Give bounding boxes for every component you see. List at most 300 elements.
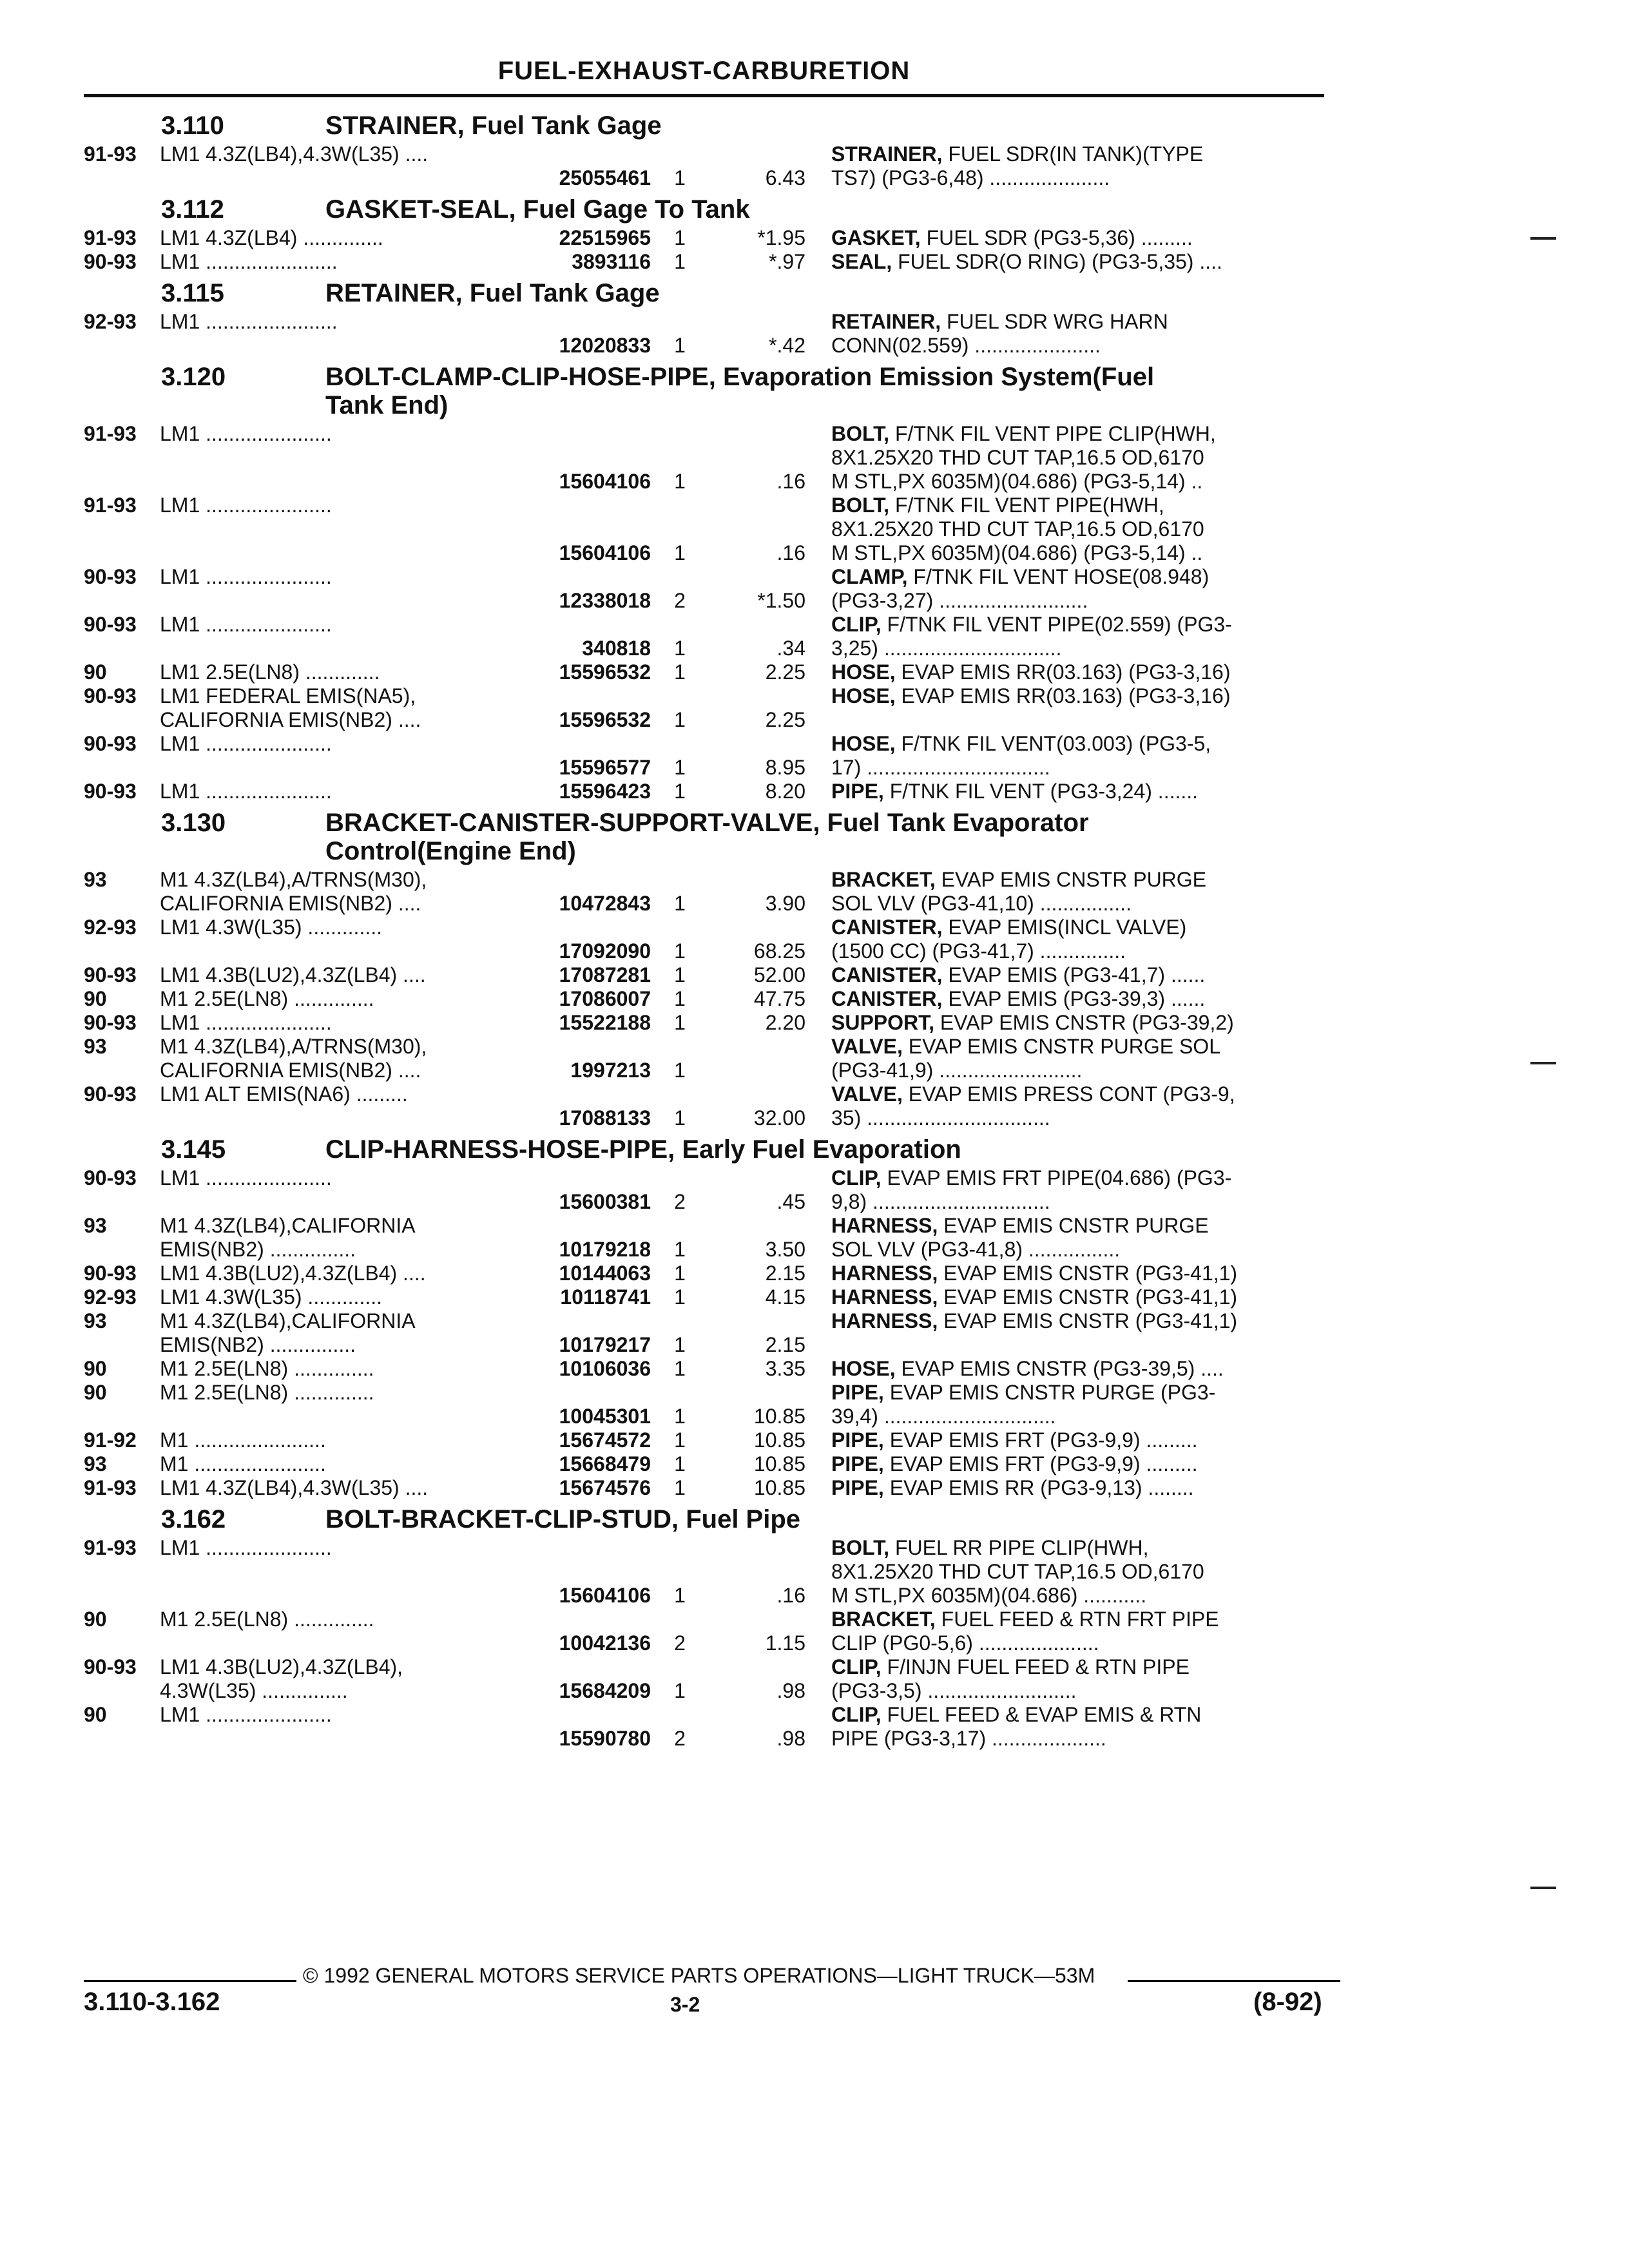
part-detail: EVAP EMIS CNSTR PURGE SOL VLV (PG3-41,10) ................ <box>831 868 1207 915</box>
section-number: 3.110 <box>161 111 224 140</box>
price: 3.35 <box>765 1357 805 1380</box>
section-heading <box>84 111 1324 140</box>
part-detail: EVAP EMIS(INCL VALVE) (1500 CC) (PG3-41,7) ............... <box>831 916 1187 963</box>
price: .45 <box>776 1190 805 1213</box>
section-title: BOLT-CLAMP-CLIP-HOSE-PIPE, Evaporation Emission System(Fuel Tank End) <box>325 363 1155 419</box>
part-number: 10042136 <box>559 1631 651 1655</box>
parts-row <box>84 868 1324 916</box>
part-detail: EVAP EMIS FRT PIPE(04.686) (PG3- 9,8) ............................... <box>831 1166 1232 1213</box>
part-name: CLIP, <box>831 1703 882 1726</box>
quantity: 1 <box>674 1333 686 1356</box>
quantity: 1 <box>674 1405 686 1428</box>
model-description: M1 4.3Z(LB4),A/TRNS(M30), CALIFORNIA EMIS(NB2) .... <box>160 868 427 915</box>
model-description: LM1 ALT EMIS(NA6) ......... <box>160 1082 408 1106</box>
price: .16 <box>776 470 805 493</box>
model-description: LM1 4.3Z(LB4) .............. <box>160 226 383 249</box>
section-heading <box>84 195 1324 224</box>
part-name: CLIP, <box>831 613 882 636</box>
part-number: 15674576 <box>559 1476 651 1499</box>
price: .98 <box>776 1679 805 1702</box>
quantity: 1 <box>674 541 686 564</box>
parts-row <box>84 310 1324 358</box>
part-detail: EVAP EMIS FRT (PG3-9,9) ......... <box>883 1428 1198 1452</box>
part-number: 22515965 <box>559 226 651 249</box>
parts-row <box>84 226 1324 250</box>
part-name: HARNESS, <box>831 1285 938 1309</box>
model-years: 92-93 <box>84 1285 137 1309</box>
footer-revision-date: (8-92) <box>1253 1988 1322 2016</box>
parts-row <box>84 987 1324 1011</box>
part-name: BOLT, <box>831 1536 890 1559</box>
part-description <box>831 142 1324 190</box>
part-description <box>831 684 1324 732</box>
part-name: GASKET, <box>831 226 921 249</box>
part-name: HOSE, <box>831 660 896 684</box>
model-description: LM1 ...................... <box>160 780 332 803</box>
model-years: 90 <box>84 1381 107 1404</box>
model-years: 90-93 <box>84 1082 137 1106</box>
part-number: 15600381 <box>559 1190 651 1213</box>
part-number: 17086007 <box>559 987 651 1010</box>
model-years: 93 <box>84 1214 107 1237</box>
model-description: LM1 2.5E(LN8) ............. <box>160 660 380 684</box>
model-years: 90-93 <box>84 684 137 707</box>
part-description <box>831 1655 1324 1703</box>
part-detail: EVAP EMIS CNSTR PURGE SOL VLV (PG3-41,8) ................ <box>831 1214 1209 1261</box>
price: 6.43 <box>765 166 805 189</box>
parts-row <box>84 1428 1324 1452</box>
part-name: HARNESS, <box>831 1262 938 1285</box>
part-description <box>831 1476 1324 1500</box>
model-description: M1 ....................... <box>160 1452 326 1475</box>
price: .98 <box>776 1727 805 1750</box>
part-number: 10045301 <box>559 1405 651 1428</box>
parts-row <box>84 684 1324 732</box>
part-name: BRACKET, <box>831 868 936 891</box>
part-description <box>831 250 1324 274</box>
part-description <box>831 1035 1324 1082</box>
quantity: 1 <box>674 637 686 660</box>
part-name: RETAINER, <box>831 310 941 333</box>
section-3-120 <box>84 363 1324 803</box>
section-heading <box>84 363 1324 419</box>
part-description <box>831 660 1324 684</box>
section-heading <box>84 279 1324 307</box>
part-number: 15596532 <box>559 660 651 684</box>
parts-row <box>84 494 1324 565</box>
part-detail: EVAP EMIS RR(03.163) (PG3-3,16) <box>895 660 1231 684</box>
parts-row <box>84 1166 1324 1214</box>
quantity: 1 <box>674 1011 686 1034</box>
part-number: 15596532 <box>559 708 651 731</box>
model-years: 90-93 <box>84 732 137 755</box>
parts-row <box>84 142 1324 190</box>
part-detail: EVAP EMIS RR(03.163) (PG3-3,16) <box>895 684 1231 707</box>
parts-row <box>84 732 1324 780</box>
part-detail: F/TNK FIL VENT PIPE(02.559) (PG3- 3,25) ............................... <box>831 613 1232 660</box>
parts-row <box>84 1285 1324 1309</box>
part-description <box>831 422 1324 494</box>
model-years: 93 <box>84 1035 107 1058</box>
model-years: 92-93 <box>84 310 137 333</box>
part-name: PIPE, <box>831 1428 884 1452</box>
margin-mark <box>1530 237 1556 240</box>
part-number: 12338018 <box>559 589 651 612</box>
part-description <box>831 226 1324 250</box>
part-detail: EVAP EMIS CNSTR (PG3-39,2) <box>934 1011 1234 1034</box>
quantity: 1 <box>674 1452 686 1475</box>
model-description: LM1 4.3B(LU2),4.3Z(LB4) .... <box>160 1262 426 1285</box>
part-description <box>831 1703 1324 1751</box>
parts-row <box>84 1655 1324 1703</box>
part-number: 10118741 <box>560 1285 651 1309</box>
model-years: 91-92 <box>84 1428 137 1452</box>
model-description: LM1 ....................... <box>160 250 338 273</box>
parts-row <box>84 250 1324 274</box>
model-years: 90-93 <box>84 565 137 588</box>
part-detail: FUEL RR PIPE CLIP(HWH, 8X1.25X20 THD CUT TAP,16.5 OD,6170 M STL,PX 6035M)(04.686) ........... <box>831 1536 1204 1607</box>
part-detail: FUEL SDR WRG HARN CONN(02.559) ...................... <box>831 310 1168 357</box>
part-name: CANISTER, <box>831 963 943 986</box>
section-number: 3.130 <box>161 809 226 837</box>
model-years: 90 <box>84 987 107 1010</box>
part-description <box>831 1011 1324 1035</box>
model-description: LM1 4.3Z(LB4),4.3W(L35) .... <box>160 142 429 166</box>
part-description <box>831 1428 1324 1452</box>
section-heading <box>84 809 1324 865</box>
part-name: HARNESS, <box>831 1309 938 1332</box>
part-detail: EVAP EMIS PRESS CONT (PG3-9, 35) ................................ <box>831 1082 1235 1129</box>
part-description <box>831 1536 1324 1608</box>
quantity: 1 <box>674 660 686 684</box>
price: 3.90 <box>765 892 805 915</box>
model-years: 90 <box>84 1608 107 1631</box>
quantity: 1 <box>674 939 686 963</box>
part-detail: EVAP EMIS CNSTR (PG3-41,1) <box>938 1285 1238 1309</box>
price: 4.15 <box>765 1285 805 1309</box>
part-name: CANISTER, <box>831 916 943 939</box>
model-years: 90 <box>84 1357 107 1380</box>
price: 2.15 <box>765 1262 805 1285</box>
model-description: LM1 ...................... <box>160 1011 332 1034</box>
parts-row <box>84 780 1324 803</box>
part-number: 10179217 <box>559 1333 651 1356</box>
price: 2.20 <box>765 1011 805 1034</box>
part-number: 15596577 <box>559 756 651 779</box>
model-years: 90-93 <box>84 1262 137 1285</box>
footer-section-range: 3.110-3.162 <box>84 1988 220 2016</box>
part-name: CLIP, <box>831 1655 882 1678</box>
price: 1.15 <box>765 1631 805 1655</box>
part-number: 15684209 <box>559 1679 651 1702</box>
quantity: 1 <box>674 250 686 273</box>
part-description <box>831 1082 1324 1130</box>
part-name: CLIP, <box>831 1166 882 1189</box>
model-years: 90-93 <box>84 1655 137 1678</box>
model-years: 90-93 <box>84 1011 137 1034</box>
price: *.42 <box>769 334 805 357</box>
model-years: 90-93 <box>84 613 137 636</box>
parts-row <box>84 963 1324 987</box>
model-years: 93 <box>84 1309 107 1332</box>
part-number: 15604106 <box>559 1584 651 1607</box>
section-number: 3.112 <box>161 195 224 224</box>
section-3-130 <box>84 809 1324 1130</box>
section-heading <box>84 1505 1324 1533</box>
section-title: CLIP-HARNESS-HOSE-PIPE, Early Fuel Evaporation <box>325 1135 961 1164</box>
quantity: 1 <box>674 226 686 249</box>
quantity: 1 <box>674 1285 686 1309</box>
price: 68.25 <box>753 939 805 963</box>
section-title: STRAINER, Fuel Tank Gage <box>325 111 662 140</box>
part-name: CANISTER, <box>831 987 943 1010</box>
model-years: 91-93 <box>84 1536 137 1559</box>
part-detail: FUEL FEED & EVAP EMIS & RTN PIPE (PG3-3,17) .................... <box>831 1703 1202 1750</box>
price: 2.25 <box>765 660 805 684</box>
part-description <box>831 1452 1324 1476</box>
part-description <box>831 494 1324 565</box>
part-number: 10179218 <box>559 1238 651 1261</box>
footer-rule-right <box>1128 1980 1340 1982</box>
model-description: LM1 ...................... <box>160 1166 332 1189</box>
model-years: 92-93 <box>84 916 137 939</box>
parts-row <box>84 1214 1324 1262</box>
model-years: 93 <box>84 868 107 891</box>
part-number: 10144063 <box>559 1262 651 1285</box>
section-title: GASKET-SEAL, Fuel Gage To Tank <box>325 195 750 224</box>
part-detail: F/INJN FUEL FEED & RTN PIPE (PG3-3,5) .......................... <box>831 1655 1190 1702</box>
part-name: HOSE, <box>831 684 896 707</box>
part-detail: EVAP EMIS FRT (PG3-9,9) ......... <box>883 1452 1198 1475</box>
price: 52.00 <box>753 963 805 986</box>
model-description: M1 2.5E(LN8) .............. <box>160 1608 374 1631</box>
part-name: VALVE, <box>831 1082 903 1106</box>
section-title: BOLT-BRACKET-CLIP-STUD, Fuel Pipe <box>325 1505 801 1533</box>
model-years: 90-93 <box>84 780 137 803</box>
part-description <box>831 1357 1324 1381</box>
model-description: M1 4.3Z(LB4),A/TRNS(M30), CALIFORNIA EMIS(NB2) .... <box>160 1035 427 1082</box>
parts-row <box>84 1703 1324 1751</box>
part-number: 15668479 <box>559 1452 651 1475</box>
model-years: 90 <box>84 660 107 684</box>
model-years: 90 <box>84 1703 107 1726</box>
model-description: LM1 4.3B(LU2),4.3Z(LB4) .... <box>160 963 426 986</box>
parts-row <box>84 1357 1324 1381</box>
part-number: 15590780 <box>559 1727 651 1750</box>
price: 3.50 <box>765 1238 805 1261</box>
part-number: 15674572 <box>559 1428 651 1452</box>
part-name: PIPE, <box>831 1381 884 1404</box>
part-number: 340818 <box>582 637 651 660</box>
section-number: 3.115 <box>161 279 224 307</box>
parts-row <box>84 613 1324 660</box>
parts-row <box>84 422 1324 494</box>
parts-row <box>84 1262 1324 1285</box>
model-description: LM1 4.3W(L35) ............. <box>160 916 382 939</box>
part-detail: EVAP EMIS CNSTR PURGE (PG3- 39,4) .............................. <box>831 1381 1216 1428</box>
model-years: 91-93 <box>84 494 137 517</box>
part-description <box>831 310 1324 358</box>
price: 2.15 <box>765 1333 805 1356</box>
part-description <box>831 1608 1324 1655</box>
model-years: 90-93 <box>84 1166 137 1189</box>
quantity: 2 <box>674 1631 686 1655</box>
section-number: 3.120 <box>161 363 226 391</box>
part-detail: EVAP EMIS CNSTR (PG3-41,1) <box>938 1262 1238 1285</box>
model-description: LM1 ...................... <box>160 565 332 588</box>
section-heading <box>84 1135 1324 1164</box>
parts-row <box>84 565 1324 613</box>
part-number: 15522188 <box>559 1011 651 1034</box>
parts-row <box>84 1452 1324 1476</box>
price: 32.00 <box>753 1106 805 1129</box>
parts-row <box>84 916 1324 963</box>
part-name: PIPE, <box>831 1476 884 1499</box>
price: 47.75 <box>753 987 805 1010</box>
parts-row <box>84 1035 1324 1082</box>
part-number: 10472843 <box>559 892 651 915</box>
part-number: 1997213 <box>570 1059 651 1082</box>
section-3-162 <box>84 1505 1324 1751</box>
model-years: 91-93 <box>84 226 137 249</box>
section-3-112 <box>84 195 1324 274</box>
model-description: LM1 ...................... <box>160 613 332 636</box>
model-years: 90-93 <box>84 250 137 273</box>
section-number: 3.145 <box>161 1135 226 1164</box>
quantity: 1 <box>674 1476 686 1499</box>
model-description: LM1 4.3B(LU2),4.3Z(LB4), 4.3W(L35) ............... <box>160 1655 403 1702</box>
model-description: M1 2.5E(LN8) .............. <box>160 1357 374 1380</box>
quantity: 2 <box>674 1190 686 1213</box>
part-description <box>831 868 1324 916</box>
part-number: 12020833 <box>559 334 651 357</box>
part-detail: EVAP EMIS CNSTR (PG3-41,1) <box>938 1309 1238 1332</box>
quantity: 1 <box>674 987 686 1010</box>
price: 10.85 <box>753 1476 805 1499</box>
part-description <box>831 963 1324 987</box>
price: *1.95 <box>757 226 805 249</box>
part-detail: EVAP EMIS (PG3-39,3) ...... <box>942 987 1206 1010</box>
model-description: LM1 ...................... <box>160 494 332 517</box>
part-detail: EVAP EMIS RR (PG3-9,13) ........ <box>883 1476 1194 1499</box>
part-description <box>831 780 1324 803</box>
model-years: 90-93 <box>84 963 137 986</box>
part-name: HOSE, <box>831 1357 896 1380</box>
part-detail: EVAP EMIS CNSTR PURGE SOL (PG3-41,9) ......................... <box>831 1035 1220 1082</box>
parts-row <box>84 1536 1324 1608</box>
part-name: BOLT, <box>831 422 890 445</box>
part-number: 17087281 <box>559 963 651 986</box>
part-description <box>831 1262 1324 1285</box>
price: 8.95 <box>765 756 805 779</box>
model-years: 93 <box>84 1452 107 1475</box>
quantity: 1 <box>674 334 686 357</box>
part-name: HARNESS, <box>831 1214 938 1237</box>
part-description <box>831 565 1324 613</box>
part-detail: F/TNK FIL VENT PIPE CLIP(HWH, 8X1.25X20 THD CUT TAP,16.5 OD,6170 M STL,PX 6035M)(04.686) (PG3-5,14) .. <box>831 422 1216 493</box>
part-detail: EVAP EMIS (PG3-41,7) ...... <box>942 963 1206 986</box>
part-description <box>831 1309 1324 1357</box>
part-number: 3893116 <box>572 250 651 273</box>
quantity: 1 <box>674 1428 686 1452</box>
part-name: PIPE, <box>831 1452 884 1475</box>
quantity: 2 <box>674 1727 686 1750</box>
part-number: 15596423 <box>559 780 651 803</box>
price: 10.85 <box>753 1428 805 1452</box>
price: .16 <box>776 541 805 564</box>
model-years: 91-93 <box>84 422 137 445</box>
part-name: PIPE, <box>831 780 884 803</box>
part-number: 10106036 <box>559 1357 651 1380</box>
part-description <box>831 1285 1324 1309</box>
model-description: LM1 FEDERAL EMIS(NA5), CALIFORNIA EMIS(NB2) .... <box>160 684 421 731</box>
quantity: 1 <box>674 1059 686 1082</box>
section-3-110 <box>84 111 1324 190</box>
quantity: 1 <box>674 1262 686 1285</box>
footer-rule-left <box>84 1980 296 1982</box>
model-years: 91-93 <box>84 142 137 166</box>
part-number: 15604106 <box>559 541 651 564</box>
quantity: 1 <box>674 1679 686 1702</box>
section-3-115 <box>84 279 1324 358</box>
model-description: LM1 ....................... <box>160 310 338 333</box>
part-description <box>831 916 1324 963</box>
model-description: LM1 ...................... <box>160 1703 332 1726</box>
parts-row <box>84 660 1324 684</box>
quantity: 1 <box>674 1584 686 1607</box>
part-name: BOLT, <box>831 494 890 517</box>
part-description <box>831 1166 1324 1214</box>
part-number: 17088133 <box>559 1106 651 1129</box>
model-description: LM1 ...................... <box>160 1536 332 1559</box>
parts-row <box>84 1082 1324 1130</box>
model-description: M1 ....................... <box>160 1428 326 1452</box>
margin-mark <box>1530 1062 1556 1064</box>
footer-page-number: 3-2 <box>670 1993 700 2016</box>
part-name: STRAINER, <box>831 142 943 166</box>
price: *.97 <box>769 250 805 273</box>
quantity: 1 <box>674 1357 686 1380</box>
price: 8.20 <box>765 780 805 803</box>
part-detail: F/TNK FIL VENT(03.003) (PG3-5, 17) ................................ <box>831 732 1211 779</box>
section-number: 3.162 <box>161 1505 226 1533</box>
model-description: M1 2.5E(LN8) .............. <box>160 1381 374 1404</box>
part-detail: FUEL SDR(O RING) (PG3-5,35) .... <box>892 250 1222 273</box>
margin-mark <box>1530 1887 1556 1889</box>
model-description: LM1 ...................... <box>160 422 332 445</box>
price: .34 <box>776 637 805 660</box>
part-description <box>831 613 1324 660</box>
footer-copyright: © 1992 GENERAL MOTORS SERVICE PARTS OPERATIONS—LIGHT TRUCK—53M <box>303 1964 1095 1987</box>
model-description: LM1 ...................... <box>160 732 332 755</box>
part-detail: F/TNK FIL VENT (PG3-3,24) ....... <box>883 780 1199 803</box>
part-detail: FUEL SDR(IN TANK)(TYPE TS7) (PG3-6,48) ..................... <box>831 142 1204 189</box>
part-name: VALVE, <box>831 1035 903 1058</box>
section-3-145 <box>84 1135 1324 1500</box>
part-detail: F/TNK FIL VENT PIPE(HWH, 8X1.25X20 THD CUT TAP,16.5 OD,6170 M STL,PX 6035M)(04.686) (PG3-5,14) .. <box>831 494 1204 564</box>
quantity: 1 <box>674 1238 686 1261</box>
parts-catalog-content <box>84 106 1324 1751</box>
quantity: 1 <box>674 470 686 493</box>
part-name: SEAL, <box>831 250 892 273</box>
part-number: 25055461 <box>559 166 651 189</box>
quantity: 1 <box>674 166 686 189</box>
quantity: 2 <box>674 589 686 612</box>
quantity: 1 <box>674 780 686 803</box>
quantity: 1 <box>674 963 686 986</box>
parts-row <box>84 1011 1324 1035</box>
part-description <box>831 732 1324 780</box>
